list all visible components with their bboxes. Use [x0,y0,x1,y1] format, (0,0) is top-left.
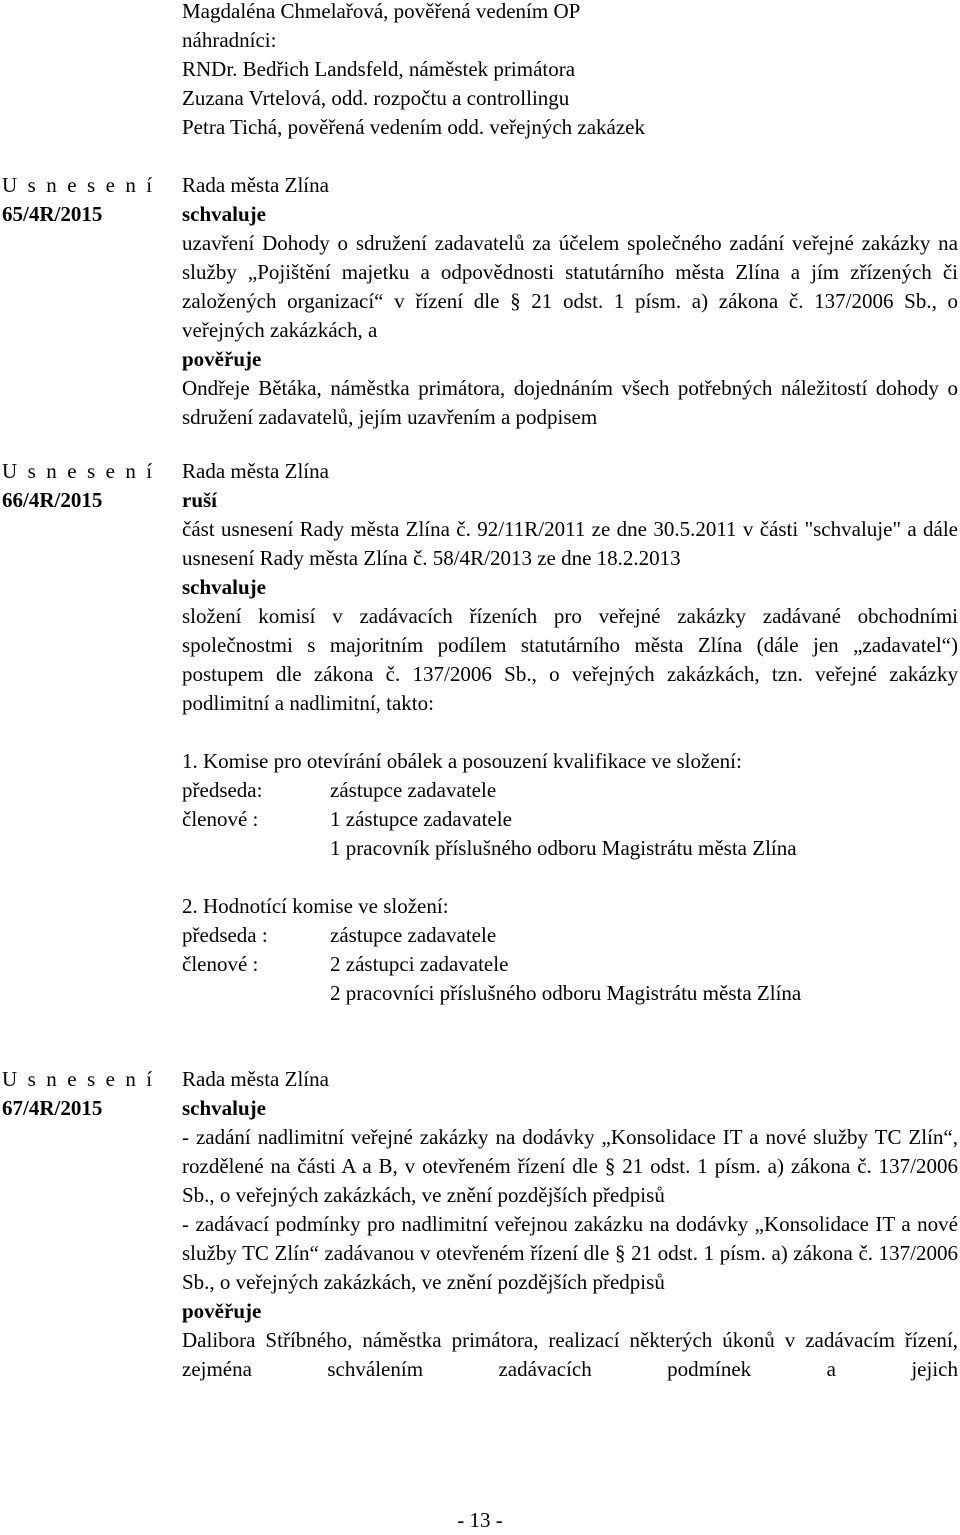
header-line: Petra Tichá, pověřená vedením odd. veřejných zakázek [182,115,645,139]
committee-member: 2 pracovníci příslušného odboru Magistrátu města Zlína [330,981,802,1005]
resolution-number: 65/4R/2015 [2,202,103,226]
committee-row [182,921,958,950]
committee-1 [182,747,958,863]
resolution-text: Ondřeje Bětáka, náměstka primátora, dojednáním všech potřebných náležitostí dohody o sdružení zadavatelů, jejím uzavřením a podpisem [182,376,958,429]
committee-row [182,776,958,805]
committee-member: 1 pracovník příslušného odboru Magistrátu města Zlína [330,836,797,860]
committee-row [182,979,958,1008]
committee-row [182,950,958,979]
committee-member: 2 zástupci zadavatele [330,952,509,976]
resolution-65-label [2,171,172,229]
resolution-text: uzavření Dohody o sdružení zadavatelů za účelem společného zadání veřejné zakázky na služby „Pojištění majetku a odpovědnosti statutárního města Zlína a jím zřízených či založených organizací“ v řízení dle § 21 odst. 1 písm. a) zákona č. 137/2006 Sb., o veřejných zakázkách, a [182,231,958,342]
committee-title: 2. Hodnotící komise ve složení: [182,894,449,918]
committee-member: zástupce zadavatele [330,923,497,947]
committee-role: předseda: [182,778,263,802]
resolution-verb: pověřuje [182,347,262,371]
committee-member: zástupce zadavatele [330,778,497,802]
resolution-65-content [182,171,958,432]
committee-role [182,979,330,1008]
resolution-label: U s n e s e n í [2,173,155,197]
resolution-67-label [2,1065,172,1123]
resolution-label: U s n e s e n í [2,1067,155,1091]
committee-role: předseda : [182,923,268,947]
resolution-text: - zadávací podmínky pro nadlimitní veřejnou zakázku na dodávky „Konsolidace IT a nové služby TC Zlín“ zadávanou v otevřeném řízení dle § 21 odst. 1 písm. a) zákona č. 137/2006 Sb., o veřejných zakázkách, ve znění pozdějších předpisů [182,1212,958,1294]
committee-row [182,834,958,863]
header-lines [182,0,958,142]
committee-role [182,834,330,863]
resolution-number: 66/4R/2015 [2,488,103,512]
resolution-text: - zadání nadlimitní veřejné zakázky na dodávky „Konsolidace IT a nové služby TC Zlín“, rozdělené na části A a B, v otevřeném řízení dle § 21 odst. 1 písm. a) zákona č. 137/2006 Sb., o veřejných zakázkách, ve znění pozdějších předpisů [182,1125,958,1207]
resolution-text: složení komisí v zadávacích řízeních pro veřejné zakázky zadávané obchodními společnostmi s majoritním podílem statutárního města Zlína (dále jen „zadavatel“) postupem dle zákona č. 137/2006 Sb., o veřejných zakázkách, tzn. veřejné zakázky podlimitní a nadlimitní, takto: [182,604,958,715]
resolution-label: U s n e s e n í [2,459,155,483]
resolution-verb: schvaluje [182,1096,266,1120]
committee-2 [182,892,958,1008]
resolution-text: Dalibora Stříbného, náměstka primátora, realizací některých úkonů v zadávacím řízení, zejména schválením zadávacích podmínek a jejich [182,1328,958,1381]
resolution-number: 67/4R/2015 [2,1096,103,1120]
committee-title: 1. Komise pro otevírání obálek a posouzení kvalifikace ve složení: [182,749,742,773]
resolution-body: Rada města Zlína [182,173,329,197]
page-number: - 13 - [457,1508,503,1532]
committee-role: členové : [182,807,259,831]
resolution-67-content [182,1065,958,1384]
resolution-text: část usnesení Rady města Zlína č. 92/11R/2011 ze dne 30.5.2011 v části "schvaluje" a dále usnesení Rady města Zlína č. 58/4R/2013 ze dne 18.2.2013 [182,517,958,570]
resolution-verb: ruší [182,488,218,512]
resolution-verb: schvaluje [182,575,266,599]
header-line: RNDr. Bedřich Landsfeld, náměstek primátora [182,57,576,81]
committee-row [182,805,958,834]
resolution-verb: schvaluje [182,202,266,226]
resolution-body: Rada města Zlína [182,1067,329,1091]
header-line: Zuzana Vrtelová, odd. rozpočtu a controllingu [182,86,570,110]
resolution-verb: pověřuje [182,1299,262,1323]
header-line: náhradníci: [182,28,277,52]
committee-member: 1 zástupce zadavatele [330,807,512,831]
resolution-66-content [182,457,958,1008]
resolution-66-label [2,457,172,515]
resolution-body: Rada města Zlína [182,459,329,483]
header-line: Magdaléna Chmelařová, pověřená vedením OP [182,0,581,23]
committee-role: členové : [182,952,259,976]
